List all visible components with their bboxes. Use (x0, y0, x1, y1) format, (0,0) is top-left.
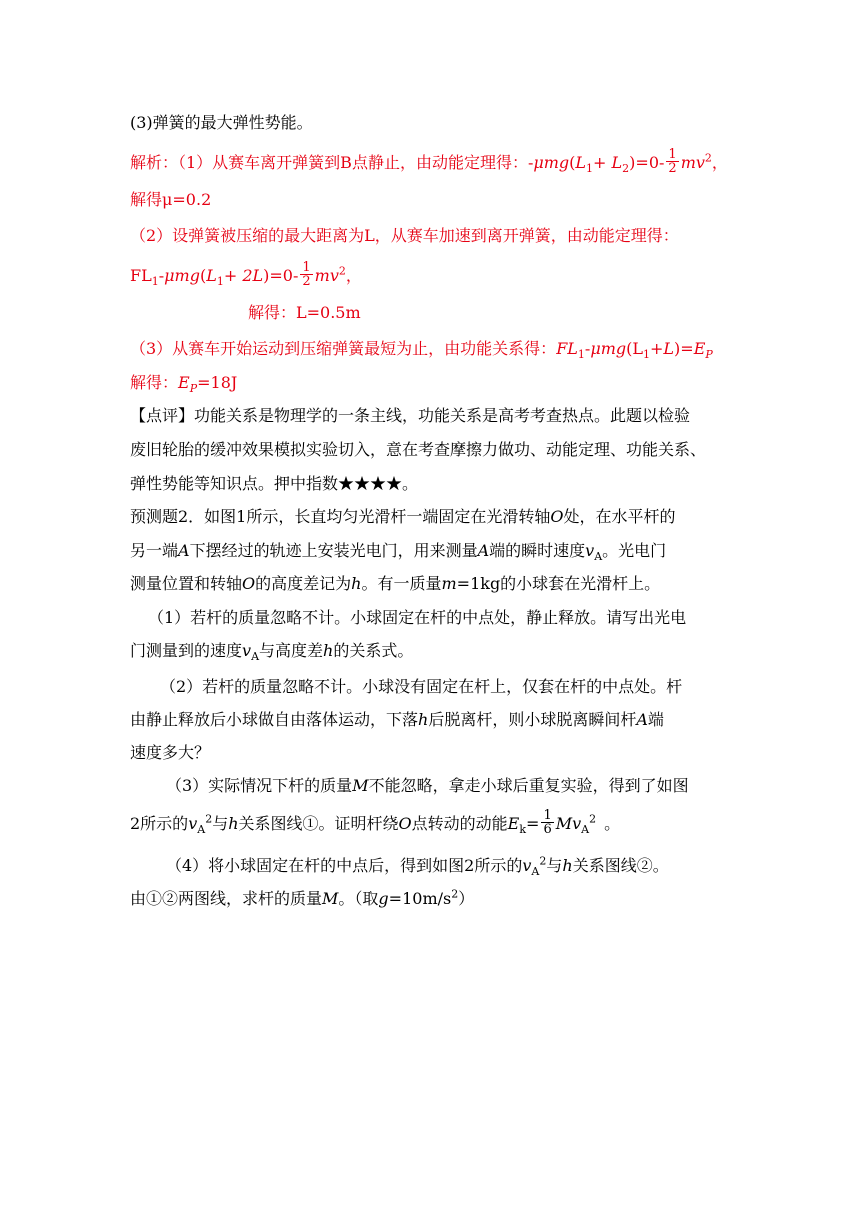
var-FL: FL (556, 339, 578, 358)
part-4-line-1 (166, 855, 669, 877)
subscript-P: P (705, 348, 713, 362)
var-v: v (585, 541, 595, 560)
comment-text: 废旧轮胎的缓冲效果模拟实验切入，意在考查摩擦力做功、动能定理、功能关系、 (130, 440, 707, 459)
fraction-denominator: 2 (302, 274, 311, 289)
part-2-line-3 (130, 742, 210, 764)
var-O: O (550, 507, 564, 526)
superscript: 2 (451, 887, 459, 901)
operator: + (650, 339, 664, 358)
part-text: （3）实际情况下杆的质量 (166, 776, 353, 795)
operator: )= (674, 339, 694, 358)
subscript: A (251, 650, 260, 664)
solution-1-line (130, 147, 728, 177)
var-FL: FL (130, 266, 152, 285)
punctuation: 。 (604, 814, 621, 833)
part-text: 由①②两图线，求杆的质量 (130, 889, 323, 908)
fraction-numerator: 1 (302, 260, 311, 275)
operator: = (526, 814, 540, 833)
fraction-numerator: 1 (543, 808, 552, 823)
solution-2-result (248, 302, 361, 324)
problem-text: 另一端 (130, 541, 179, 560)
problem-2-line-2 (130, 540, 666, 562)
var-A: A (477, 541, 490, 560)
part-text: （1）若杆的质量忽略不计。小球固定在杆的中点处，静止释放。请写出光电 (148, 608, 687, 627)
solution-1-prefix: 解析：（1）从赛车离开弹簧到B点静止，由动能定理得：- (130, 153, 534, 172)
var-h: h (228, 814, 239, 833)
var-mv: mv (314, 266, 339, 285)
solution-3-result-value: =18J (197, 373, 238, 392)
var-O: O (398, 814, 412, 833)
solution-2-result-text: 解得：L=0.5m (248, 303, 361, 322)
fraction-half (300, 261, 312, 288)
part-text: 点转动的动能 (411, 814, 508, 833)
comment-text: 【点评】功能关系是物理学的一条主线，功能关系是高考考查热点。此题以检验 (130, 406, 691, 425)
solution-3-prefix: （3）从赛车开始运动到压缩弹簧最短为止，由功能关系得： (130, 339, 557, 358)
part-text: 后脱离杆，则小球脱离瞬间杆 (428, 710, 637, 729)
comment-line-3 (130, 473, 418, 495)
superscript: 2 (205, 812, 213, 826)
operator: - (158, 266, 165, 285)
subscript: 1 (151, 275, 159, 289)
part-text: 的关系式。 (333, 641, 414, 660)
comment-text: 弹性势能等知识点。押中指数★★★★。 (130, 474, 419, 493)
part-text: 关系图线②。 (572, 856, 669, 875)
subscript: 2 (622, 162, 630, 176)
solution-1-result-text: 解得μ=0.2 (130, 190, 212, 209)
problem-text: 的高度差记为 (255, 574, 352, 593)
solution-2-text: （2）设弹簧被压缩的最大距离为L，从赛车加速到离开弹簧，由动能定理得： (130, 226, 679, 245)
operator: + (593, 153, 612, 172)
question-3-text: (3)弹簧的最大弹性势能。 (130, 113, 313, 132)
superscript: 2 (338, 264, 346, 278)
part-1-line-1 (148, 607, 686, 629)
comment-line-2 (130, 439, 706, 461)
var-L: L (611, 153, 623, 172)
comment-line-1 (130, 405, 690, 427)
part-4-line-2 (130, 888, 474, 910)
var-v: v (242, 641, 252, 660)
var-Mv: Mv (555, 814, 582, 833)
var-g: g (378, 889, 389, 908)
superscript: 2 (539, 854, 547, 868)
var-h: h (562, 856, 573, 875)
part-2-line-2 (130, 709, 664, 731)
subscript: k (519, 823, 527, 837)
problem-text: 预测题2．如图1所示，长直均匀光滑杆一端固定在光滑转轴 (130, 507, 551, 526)
var-h: h (323, 641, 334, 660)
part-text: ） (458, 889, 475, 908)
var-M: M (322, 889, 339, 908)
operator: )=0- (263, 266, 299, 285)
subscript: 1 (577, 348, 585, 362)
part-text: 端 (647, 710, 664, 729)
subscript: A (531, 865, 540, 879)
part-text: 。（取 (338, 889, 379, 908)
part-text: （4）将小球固定在杆的中点后，得到如图2所示的 (166, 856, 523, 875)
var-v: v (188, 814, 198, 833)
problem-text: 端的瞬时速度 (489, 541, 586, 560)
var-L: L (206, 266, 217, 285)
subscript: A (594, 550, 603, 564)
part-1-line-2 (130, 640, 413, 662)
question-3-line (130, 112, 313, 134)
var-A: A (636, 710, 648, 729)
mu-mg: μmg (590, 339, 627, 358)
paren: ( (199, 266, 207, 285)
part-3-line-1 (166, 775, 689, 797)
problem-text: 。光电门 (602, 541, 667, 560)
subscript-P: P (189, 382, 198, 396)
var-h: h (351, 574, 362, 593)
problem-text: 下摆经过的轨迹上安装光电门，用来测量 (189, 541, 478, 560)
problem-text: 处，在水平杆的 (563, 507, 676, 526)
var-M: M (352, 776, 369, 795)
punctuation: ， (711, 153, 728, 172)
part-text: 与 (212, 814, 229, 833)
subscript: A (197, 823, 206, 837)
solution-1-result (130, 189, 211, 211)
mu-mg: μmg (533, 153, 570, 172)
part-text: 与 (546, 856, 563, 875)
mu-mg: μmg (164, 266, 200, 285)
part-text: 关系图线①。证明杆绕 (238, 814, 399, 833)
fraction-numerator: 1 (668, 147, 677, 162)
problem-text: =1kg的小球套在光滑杆上。 (456, 574, 661, 593)
var-E: E (178, 373, 190, 392)
fraction-sixth (541, 809, 553, 836)
subscript: 1 (586, 162, 594, 176)
part-text: =10m/s (388, 889, 452, 908)
problem-2-line-3 (130, 573, 660, 595)
problem-text: 。有一质量 (361, 574, 442, 593)
var-mv: mv (680, 153, 705, 172)
fraction-half (666, 148, 678, 175)
operator: )=0- (629, 153, 665, 172)
part-text: 不能忽略，拿走小球后重复实验，得到了如图 (368, 776, 689, 795)
part-3-line-2 (130, 808, 621, 838)
solution-3-result-prefix: 解得： (130, 373, 179, 392)
var-h: h (418, 710, 429, 729)
operator: - (584, 339, 591, 358)
paren: ( (569, 153, 576, 172)
part-text: 门测量到的速度 (130, 641, 243, 660)
part-text: 由静止释放后小球做自由落体运动，下落 (130, 710, 419, 729)
punctuation: ， (345, 266, 362, 285)
var-v: v (522, 856, 532, 875)
fraction-denominator: 2 (668, 161, 677, 176)
problem-2-line-1 (130, 506, 676, 528)
operator-2L: + 2L (223, 266, 264, 285)
solution-3-result (130, 372, 237, 394)
solution-2-line (130, 225, 679, 247)
subscript: A (581, 823, 590, 837)
var-O: O (242, 574, 256, 593)
fraction-denominator: 6 (543, 822, 552, 837)
var-A: A (178, 541, 190, 560)
part-text: 2所示的 (130, 814, 189, 833)
part-text: 与高度差 (259, 641, 324, 660)
problem-text: 测量位置和转轴 (130, 574, 243, 593)
superscript: 2 (704, 151, 712, 165)
part-text: （2）若杆的质量忽略不计。小球没有固定在杆上，仅套在杆的中点处。杆 (160, 677, 683, 696)
subscript: 1 (643, 348, 651, 362)
var-E: E (693, 339, 706, 358)
subscript: 1 (216, 275, 224, 289)
var-L: L (663, 339, 675, 358)
solution-2-equation (130, 260, 362, 290)
var-m: m (441, 574, 457, 593)
superscript: 2 (589, 812, 597, 826)
var-E: E (507, 814, 520, 833)
solution-3-line (130, 338, 713, 360)
var-L: L (575, 153, 587, 172)
paren: (L (626, 339, 644, 358)
part-text: 速度多大？ (130, 743, 211, 762)
part-2-line-1 (160, 676, 682, 698)
